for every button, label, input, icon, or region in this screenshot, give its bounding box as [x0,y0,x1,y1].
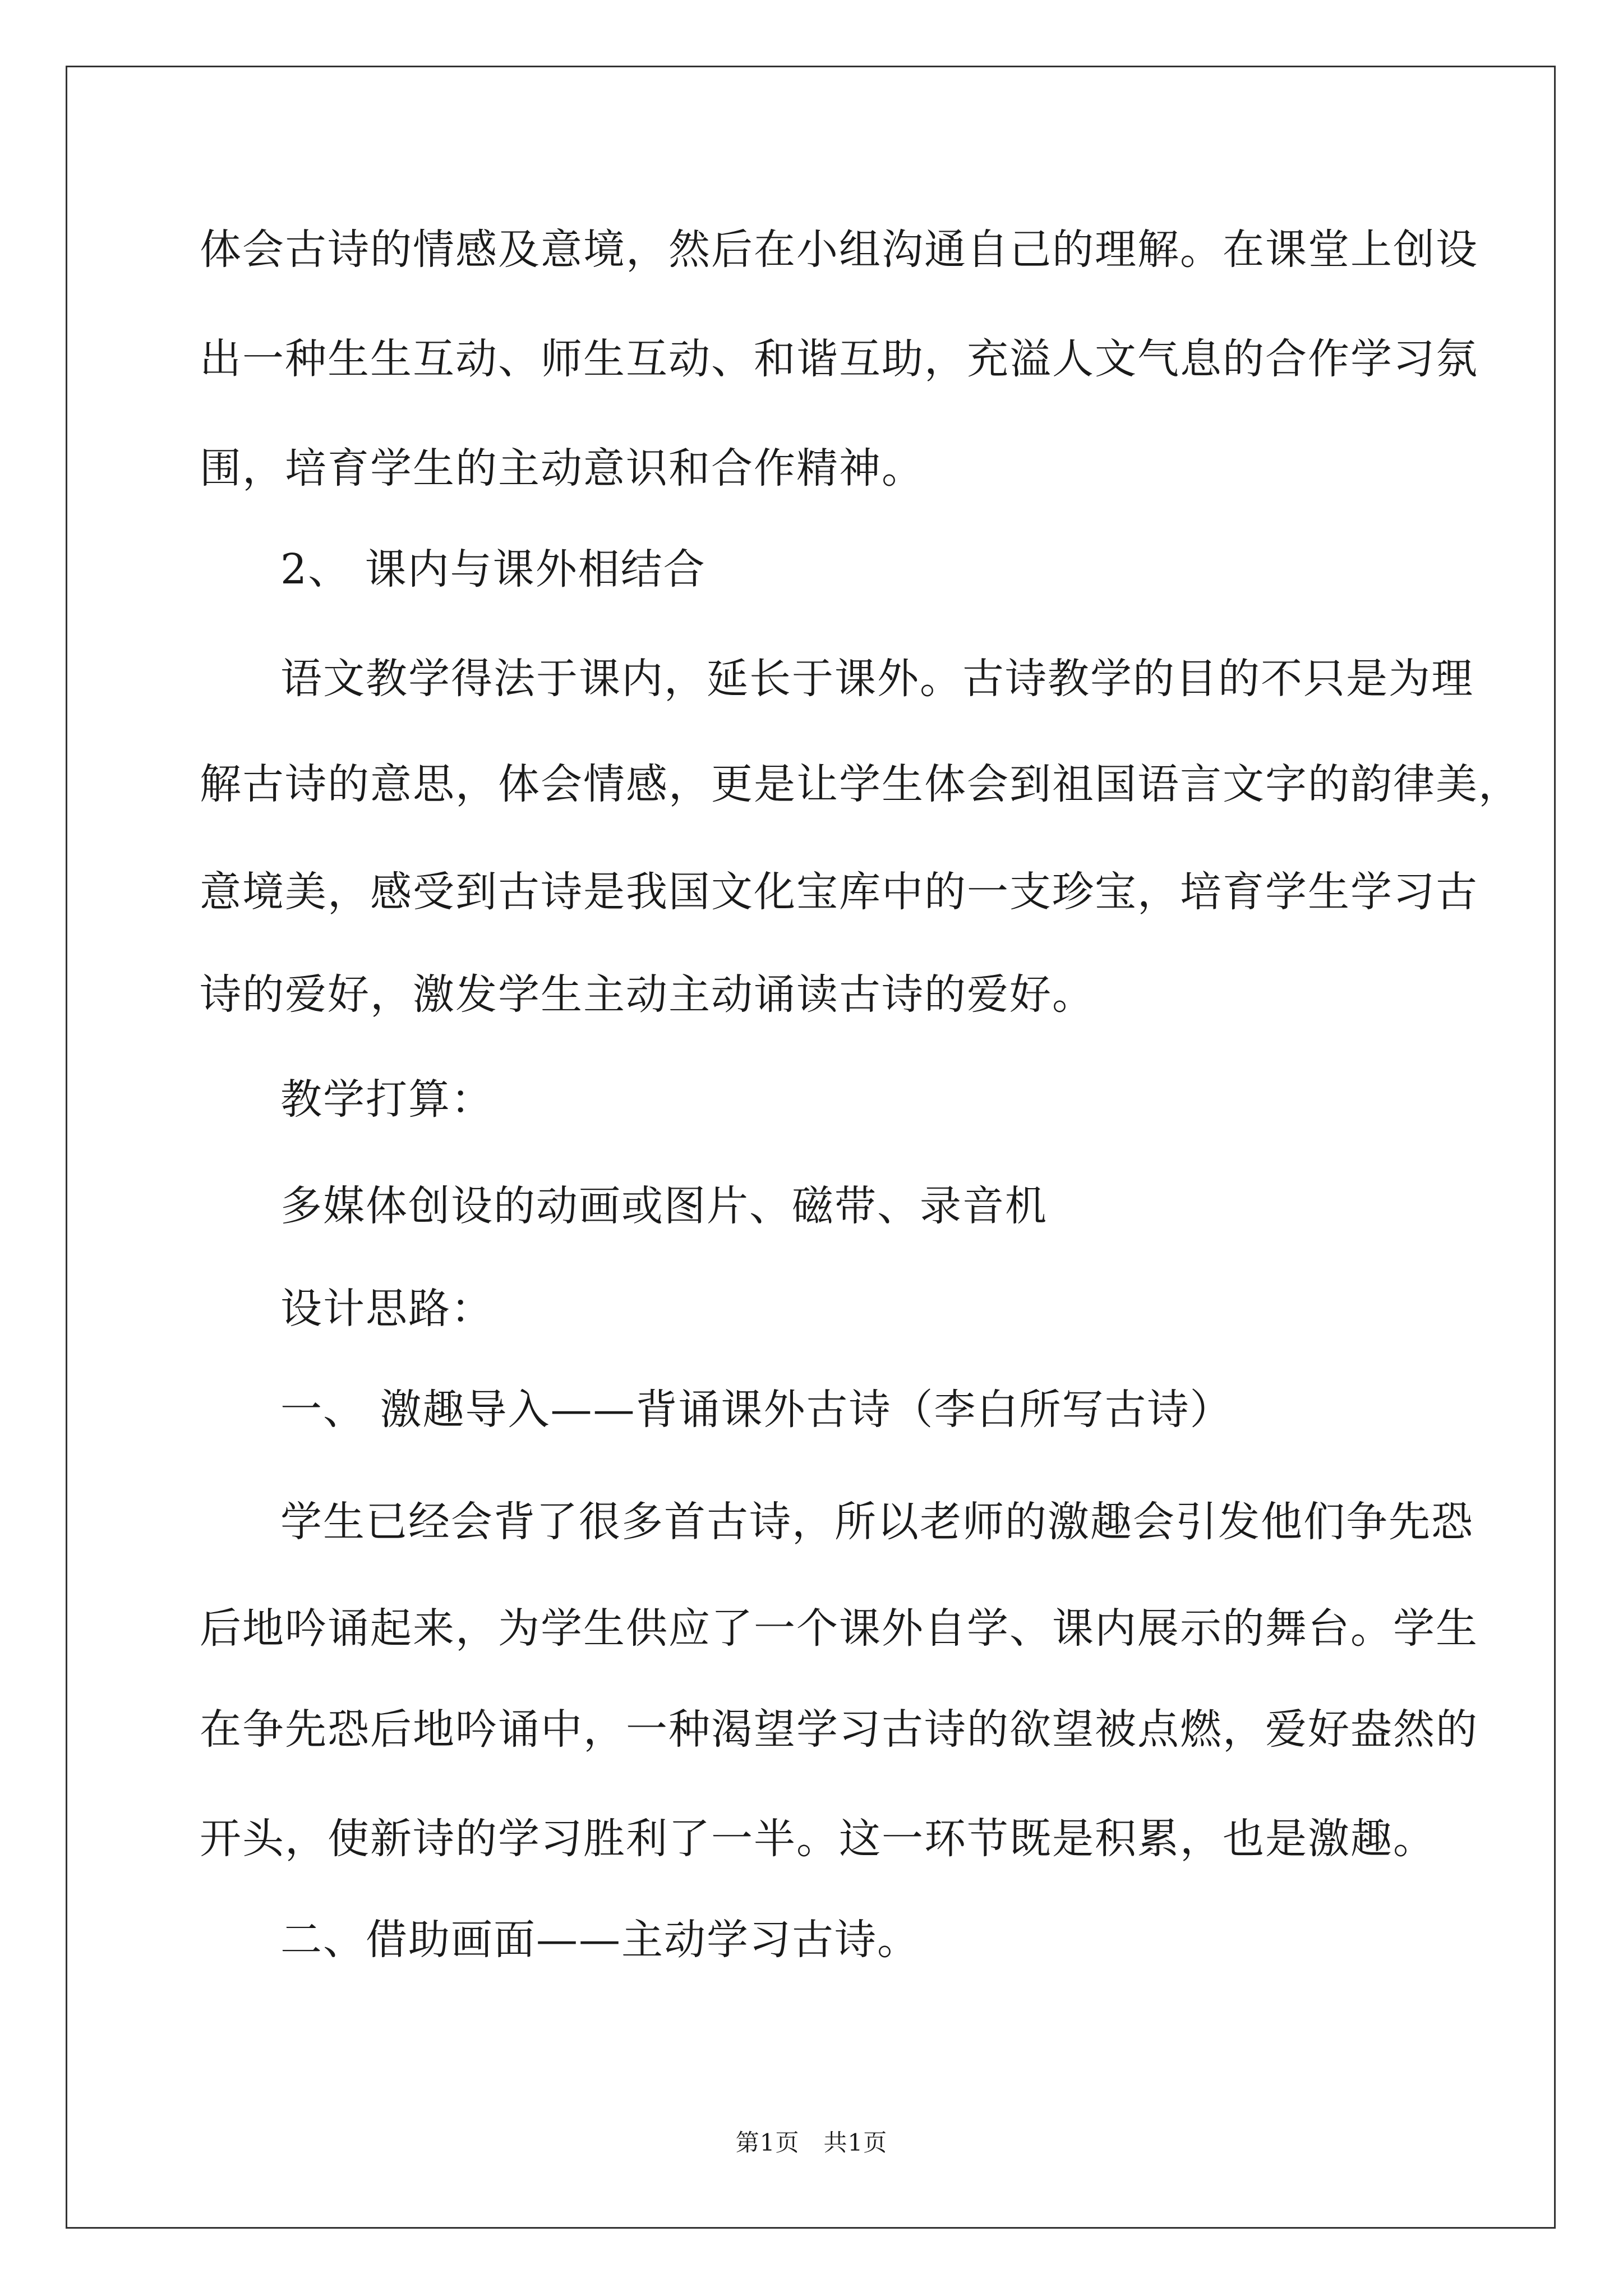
paragraph-2-line-2: 解古诗的意思，体会情感，更是让学生体会到祖国语言文字的韵律美， [200,760,1521,808]
paragraph-3-line-2: 后地吟诵起来，为学生供应了一个课外自学、课内展示的舞台。学生 [200,1604,1478,1653]
teaching-materials: 多媒体创设的动画或图片、磁带、录音机 [280,1182,1048,1230]
paragraph-3-line-4: 开头，使新诗的学习胜利了一半。这一环节既是积累，也是激趣。 [200,1815,1436,1863]
paragraph-2-line-1: 语文教学得法于课内，延长于课外。古诗教学的目的不只是为理 [280,655,1474,703]
paragraph-3-line-3: 在争先恐后地吟诵中，一种渴望学习古诗的欲望被点燃，爱好盎然的 [200,1705,1478,1754]
paragraph-3-line-1: 学生已经会背了很多首古诗，所以老师的激趣会引发他们争先恐 [280,1498,1474,1546]
step-2-heading: 二、借助画面——主动学习古诗。 [280,1916,920,1964]
paragraph-1-line-2: 出一种生生互动、师生互动、和谐互助，充溢人文气息的合作学习氛 [200,335,1478,383]
paragraph-1-line-3: 围，培育学生的主动意识和合作精神。 [200,444,924,493]
page-border [66,66,1556,2229]
page-footer: 第1页 共1页 [735,2129,888,2156]
step-1-heading: 一、 激趣导入——背诵课外古诗（李白所写古诗） [280,1386,1233,1434]
paragraph-2-line-3: 意境美，感受到古诗是我国文化宝库中的一支珍宝，培育学生学习古 [200,868,1478,916]
teaching-preparation-heading: 教学打算： [280,1075,494,1124]
section-heading-2: 2、 课内与课外相结合 [280,545,706,593]
paragraph-1-line-1: 体会古诗的情感及意境，然后在小组沟通自己的理解。在课堂上创设 [200,226,1478,274]
design-ideas-heading: 设计思路： [280,1285,494,1333]
paragraph-2-line-4: 诗的爱好，激发学生主动主动诵读古诗的爱好。 [200,970,1095,1019]
